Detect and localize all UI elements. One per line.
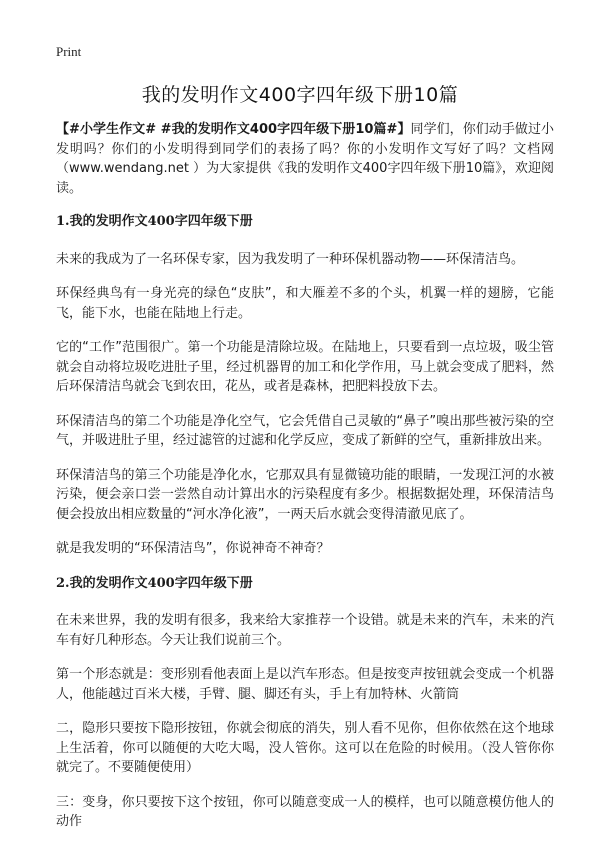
paragraph: 在未来世界，我的发明有很多，我来给大家推荐一个设错。就是未来的汽车，未来的汽车有好几种形态。今天让我们说前三个。 [56, 613, 554, 648]
paragraph: 就是我发明的“环保清洁鸟”，你说神奇不神奇？ [56, 541, 330, 556]
paragraph: 三：变身，你只要按下这个按钮，你可以随意变成一人的模样，也可以随意模仿他人的动作 [56, 794, 554, 829]
section-heading-1: 1.我的发明作文400字四年级下册 [56, 214, 253, 229]
intro-text: 同学们，你们动手做过小发明吗？你们的小发明得到同学们的表扬了吗？你的小发明作文写好了吗？文档网（www.wendang.net ）为大家提供《我的发明作文400字四年级下册10篇》，欢迎阅读。 [56, 122, 554, 196]
paragraph: 第一个形态就是：变形别看他表面上是以汽车形态。但是按变声按钮就会变成一个机器人，他能越过百米大楼，手臂、腿、脚还有头，手上有加特林、火箭筒 [56, 667, 554, 702]
paragraph: 环保清洁鸟的第二个功能是净化空气，它会凭借自己灵敏的“鼻子”嗅出那些被污染的空气，并吸进肚子里，经过滤管的过滤和化学反应，变成了新鲜的空气，重新排放出来。 [56, 413, 554, 448]
paragraph: 未来的我成为了一名环保专家，因为我发明了一种环保机器动物——环保清洁鸟。 [56, 251, 525, 267]
document-content [56, 120, 554, 847]
paragraph: 它的“工作”范围很广。第一个功能是清除垃圾。在陆地上，只要看到一点垃圾，吸尘管就会自动将垃圾吃进肚子里，经过机器胃的加工和化学作用，马上就会变成了肥料，然后环保清洁鸟就会飞到农田，花丛，或者是森林，把肥料投放下去。 [56, 340, 554, 394]
section-heading-2: 2.我的发明作文400字四年级下册 [56, 575, 253, 591]
intro-paragraph [56, 120, 554, 198]
paragraph: 二，隐形只要按下隐形按钮，你就会彻底的消失，别人看不见你，但你依然在这个地球上生活着，你可以随便的大吃大喝，没人管你。这可以在危险的时候用。（没人管你你就完了。不要随便使用） [56, 721, 554, 775]
paragraph: 环保经典鸟有一身光亮的绿色“皮肤”，和大雁差不多的个头，机翼一样的翅膀，它能飞，能下水，也能在陆地上行走。 [56, 286, 554, 321]
page-title: 我的发明作文400字四年级下册10篇 [141, 84, 459, 106]
paragraph: 环保清洁鸟的第三个功能是净化水，它那双具有显微镜功能的眼睛，一发现江河的水被污染，便会亲口尝一尝然自动计算出水的污染程度有多少。根据数据处理，环保清洁鸟便会投放出相应数量的“河水净化液”，一两天后水就会变得清澈见底了。 [56, 467, 554, 522]
intro-tags: 【#小学生作文# #我的发明作文400字四年级下册10篇#】 [56, 122, 411, 137]
print-label: Print [56, 44, 82, 59]
